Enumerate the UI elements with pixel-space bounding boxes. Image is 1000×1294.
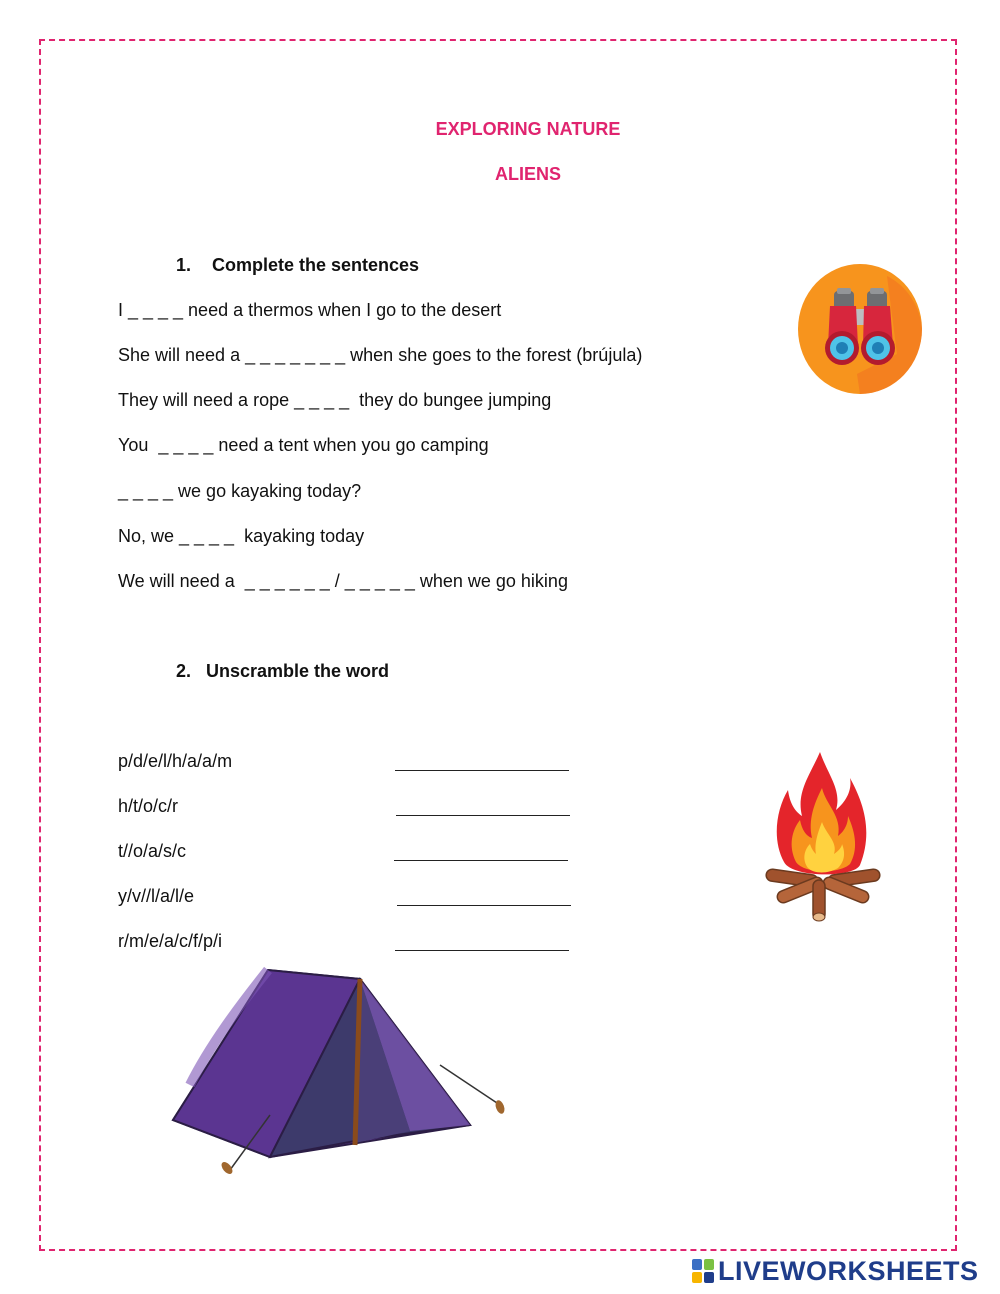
binoculars-icon: [797, 264, 923, 395]
section-1-title: Complete the sentences: [212, 255, 420, 275]
section-1-heading: [176, 255, 419, 276]
logo-text: LIVEWORKSHEETS: [718, 1255, 979, 1286]
sentence-1: I _ _ _ _ need a thermos when I go to the desert: [118, 300, 502, 320]
section-1-number: 1.: [176, 255, 192, 275]
campfire-icon: [762, 750, 884, 922]
logo-badge-icon: [692, 1259, 714, 1283]
worksheet-subtitle: ALIENS: [494, 164, 561, 184]
sentence-4: You _ _ _ _ need a tent when you go camping: [118, 435, 489, 455]
worksheet-title: EXPLORING NATURE: [435, 119, 621, 139]
section-2-title: Unscramble the word: [206, 661, 390, 681]
section-2-heading: [176, 661, 389, 682]
scrambled-word-1: p/d/e/l/h/a/a/m: [118, 751, 233, 771]
scrambled-word-4: y/v//l/a/l/e: [118, 886, 195, 906]
answer-field-4[interactable]: [397, 905, 571, 906]
section-2-number: 2.: [176, 661, 192, 681]
sentence-6: No, we _ _ _ _ kayaking today: [118, 526, 365, 546]
answer-field-1[interactable]: [395, 770, 569, 771]
sentence-7: We will need a _ _ _ _ _ _ / _ _ _ _ _ when we go hiking: [118, 571, 568, 591]
sentence-2: She will need a _ _ _ _ _ _ _ when she goes to the forest (brújula): [118, 345, 643, 365]
scrambled-word-2: h/t/o/c/r: [118, 796, 179, 816]
liveworksheets-logo: [692, 1255, 979, 1287]
answer-field-3[interactable]: [394, 860, 568, 861]
answer-field-5[interactable]: [395, 950, 569, 951]
sentence-3: They will need a rope _ _ _ _ they do bungee jumping: [118, 390, 552, 410]
scrambled-word-5: r/m/e/a/c/f/p/i: [118, 931, 223, 951]
scrambled-word-3: t//o/a/s/c: [118, 841, 187, 861]
sentence-5: _ _ _ _ we go kayaking today?: [118, 481, 362, 501]
answer-field-2[interactable]: [396, 815, 570, 816]
tent-icon: [170, 965, 510, 1180]
